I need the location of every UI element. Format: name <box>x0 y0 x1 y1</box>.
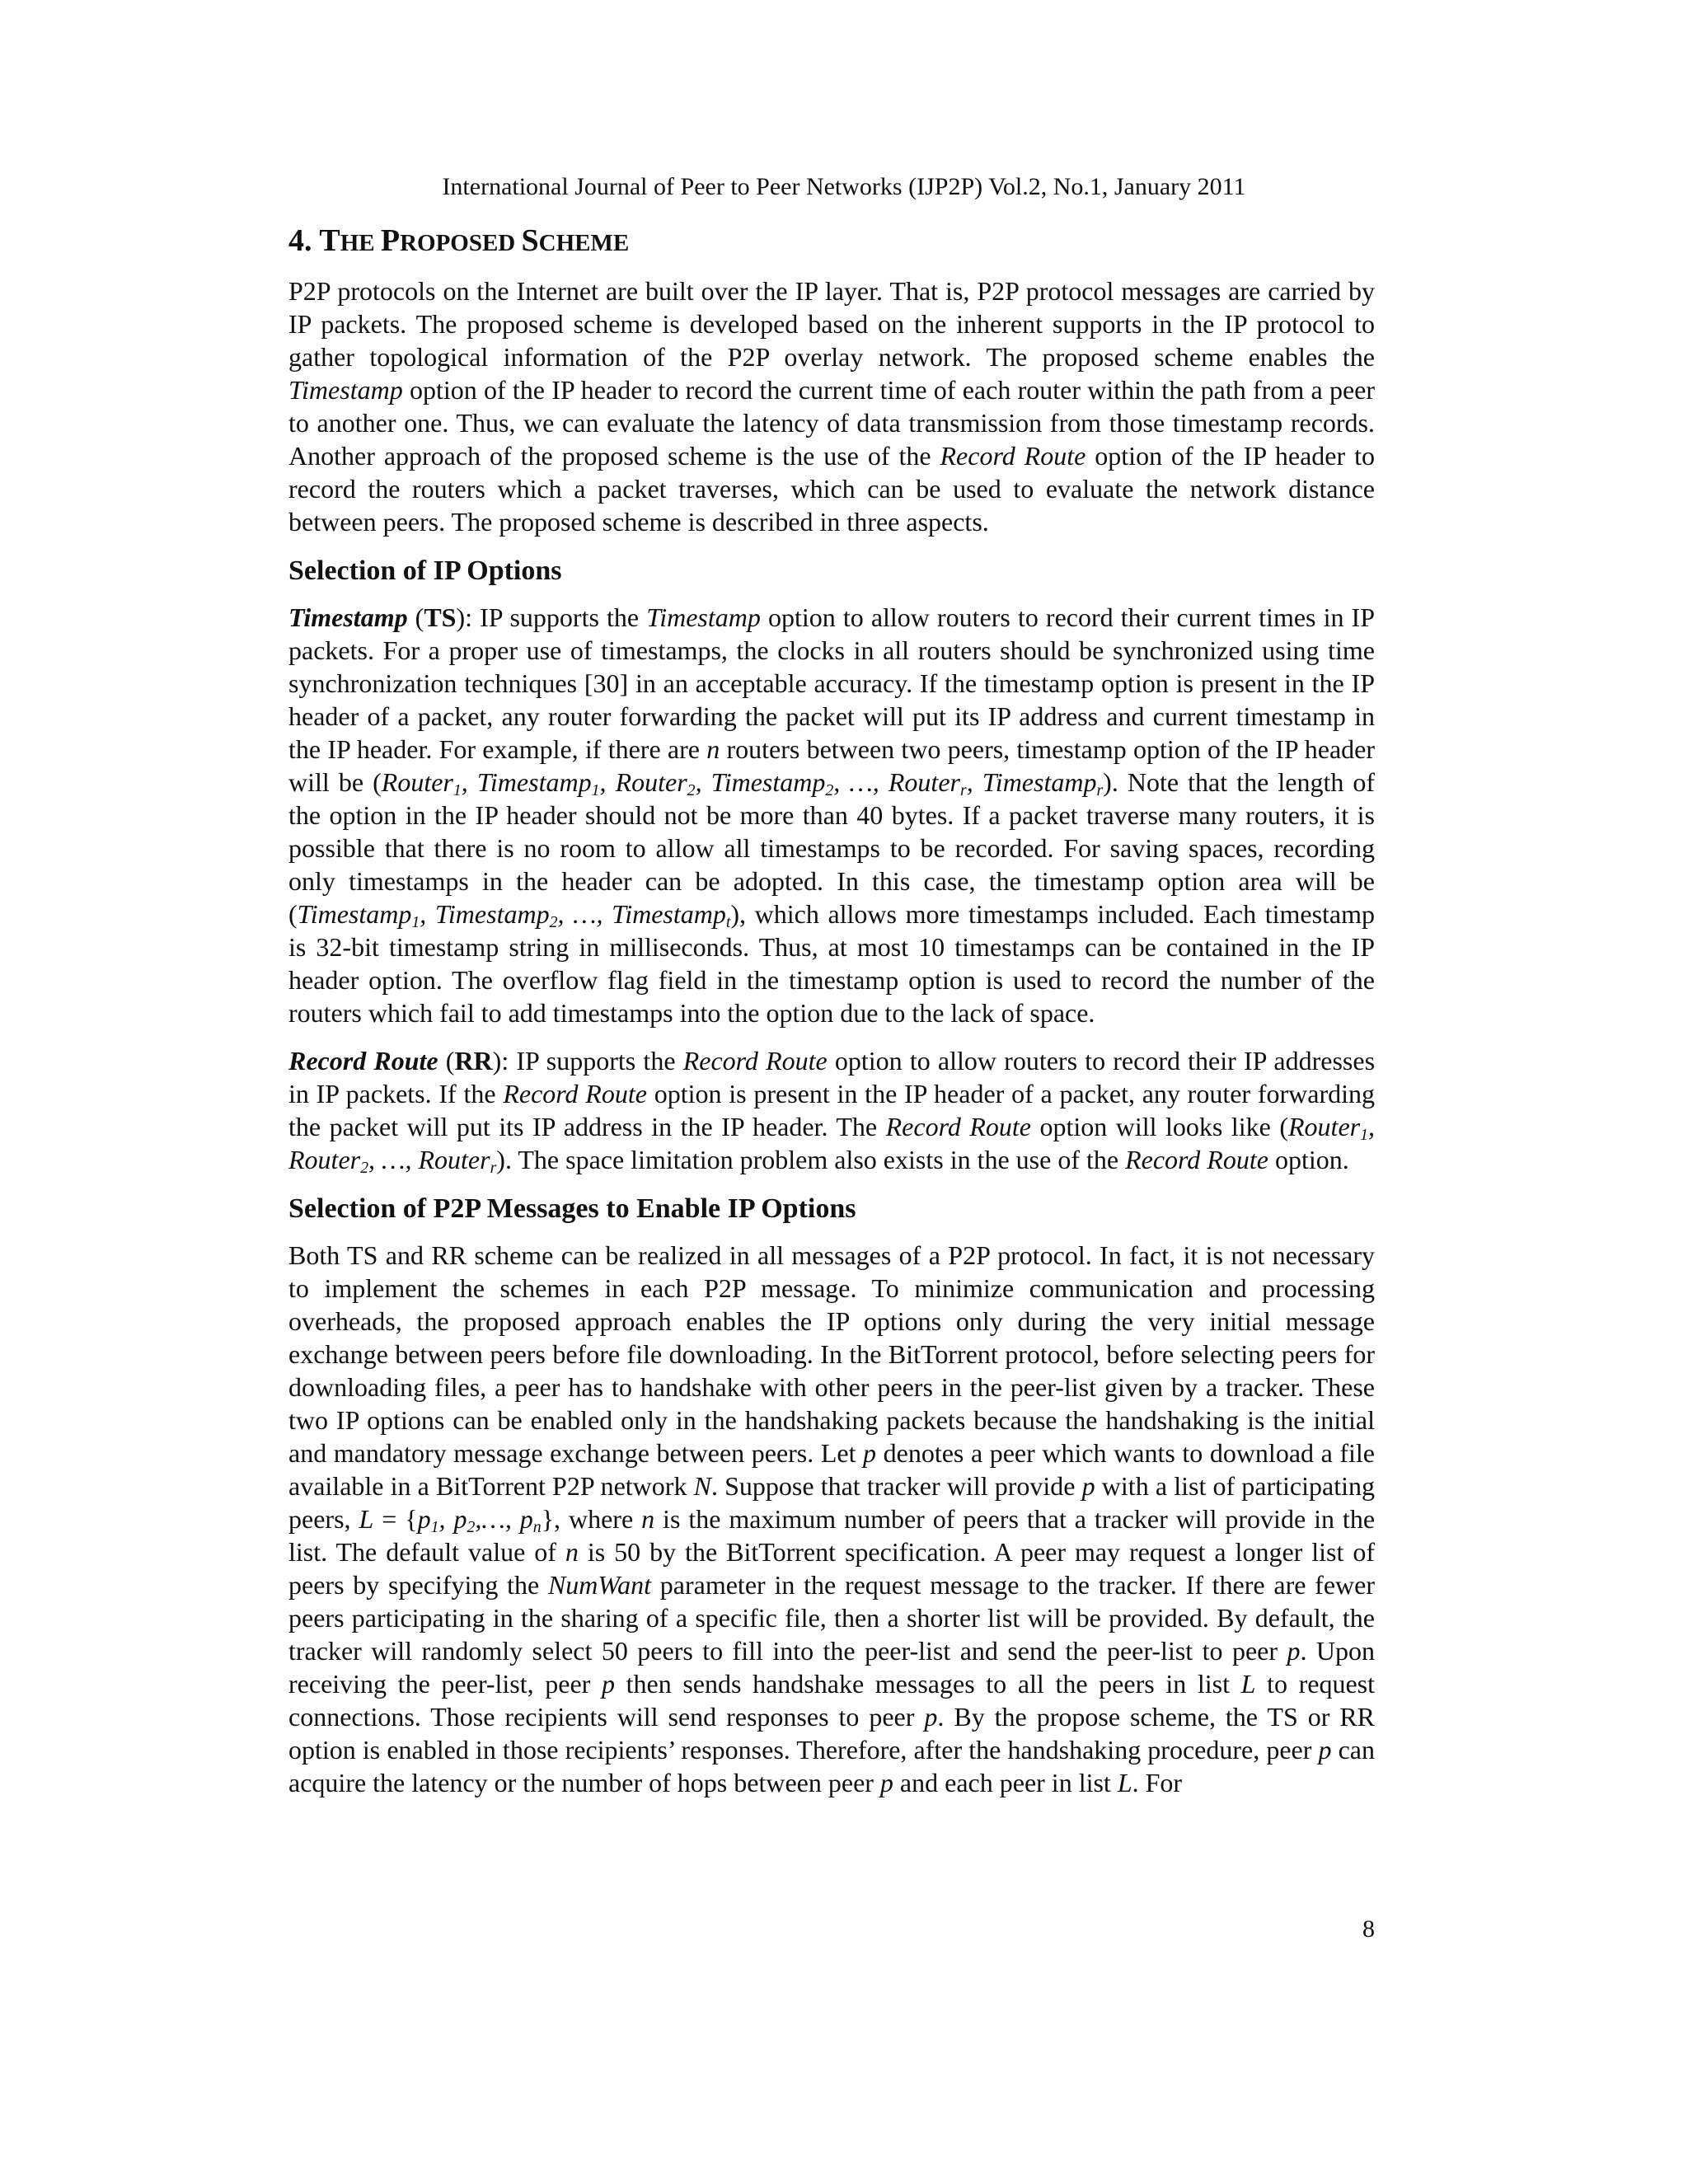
running-head: International Journal of Peer to Peer Networks (IJP2P) Vol.2, No.1, January 2011 <box>442 173 1246 200</box>
page-content <box>288 221 1375 1814</box>
timestamp-paragraph: Timestamp (TS): IP supports the Timestamp option to allow routers to record their current times in IP packets. For a proper use of timestamps, the clocks in all routers should be synchronized using time synchronization techniques [30] in an acceptable accuracy. If the timestamp option is present in the IP header of a packet, any router forwarding the packet will put its IP address and current timestamp in the IP header. For example, if there are n routers between two peers, timestamp option of the IP header will be (Router$_1$, Timestamp$_1$, Router$_2$, Timestamp$_2$, …, Router$_r$, Timestamp$_r$). Note that the length of the option in the IP header should not be more than 40 bytes. If a packet traverse many routers, it is possible that there is no room to allow all timestamps to be recorded. For saving spaces, recording only timestamps in the header can be adopted. In this case, the timestamp option area will be (Timestamp$_1$, Timestamp$_2$, …, Timestamp$_t$), which allows more timestamps included. Each timestamp is 32-bit timestamp string in milliseconds. Thus, at most 10 timestamps can be contained in the IP header option. The overflow flag field in the timestamp option is used to record the number of the routers which fail to add timestamps into the option due to the lack of space. <box>288 602 1376 1028</box>
subsection-heading-p2p-messages: Selection of P2P Messages to Enable IP Options <box>288 1193 856 1224</box>
record-route-paragraph: Record Route (RR): IP supports the Record Route option to allow routers to record their IP addresses in IP packets. If the Record Route option is present in the IP header of a packet, any router forwarding the packet will put its IP address in the IP header. The Record Route option will looks like (Router$_1$, Router$_2$, …, Router$_r$). The space limitation problem also exists in the use of the Record Route option. <box>288 1046 1376 1177</box>
p2p-messages-paragraph: Both TS and RR scheme can be realized in all messages of a P2P protocol. In fact, it is not necessary to implement the schemes in each P2P message. To minimize communication and processing overheads, the proposed approach enables the IP options only during the very initial message exchange between peers before file downloading. In the BitTorrent protocol, before selecting peers for downloading files, a peer has to handshake with other peers in the peer-list given by a tracker. These two IP options can be enabled only in the handshaking packets because the handshaking is the initial and mandatory message exchange between peers. Let p denotes a peer which wants to download a file available in a BitTorrent P2P network N. Suppose that tracker will provide p with a list of participating peers, $L = \{p_1$, $p_2,\dots$, $p_n$}, where n is the maximum number of peers that a tracker will provide in the list. The default value of n is 50 by the BitTorrent specification. A peer may request a longer list of peers by specifying the NumWant parameter in the request message to the tracker. If there are fewer peers participating in the sharing of a specific file, then a shorter list will be provided. By default, the tracker will randomly select 50 peers to fill into the peer-list and send the peer-list to peer p. Upon receiving the peer-list, peer p then sends handshake messages to all the peers in list L to request connections. Those recipients will send responses to peer p. By the propose scheme, the TS or RR option is enabled in those recipients’ responses. Therefore, after the handshaking procedure, peer p can acquire the latency or the number of hops between peer p and each peer in list L. For <box>288 1240 1376 1797</box>
intro-paragraph: P2P protocols on the Internet are built over the IP layer. That is, P2P protocol messages are carried by IP packets. The proposed scheme is developed based on the inherent supports in the IP protocol to gather topological information of the P2P overlay network. The proposed scheme enables the Timestamp option of the IP header to record the current time of each router within the path from a peer to another one. Thus, we can evaluate the latency of data transmission from those timestamp records. Another approach of the proposed scheme is the use of the Record Route option of the IP header to record the routers which a packet traverses, which can be used to evaluate the network distance between peers. The proposed scheme is described in three aspects. <box>288 276 1376 537</box>
page-number: 8 <box>1362 1915 1375 1943</box>
section-heading: 4. THE PROPOSED SCHEME <box>288 223 630 258</box>
subsection-heading-ip-options: Selection of IP Options <box>288 555 562 586</box>
